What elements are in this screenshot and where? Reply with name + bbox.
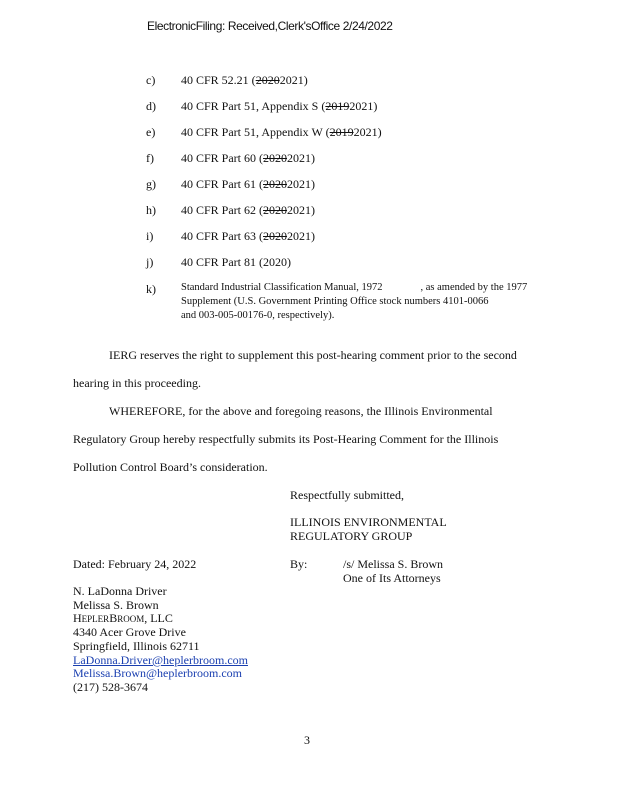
citation-item-k-line2: Supplement (U.S. Government Printing Office stock numbers 4101-0066 (181, 296, 489, 307)
closing: Respectfully submitted, (290, 488, 404, 502)
struck-year: 2020 (263, 229, 288, 243)
street-address: 4340 Acer Grove Drive (73, 625, 186, 639)
org-name-line1: ILLINOIS ENVIRONMENTAL (290, 515, 447, 529)
signer-role: One of Its Attorneys (343, 571, 441, 585)
contact-name-2: Melissa S. Brown (73, 598, 159, 612)
struck-year: 2019 (325, 99, 350, 113)
list-letter: k) (146, 282, 156, 296)
struck-year: 2020 (263, 203, 288, 217)
city-state-zip: Springfield, Illinois 62711 (73, 639, 200, 653)
email-link-brown[interactable]: Melissa.Brown@heplerbroom.com (73, 666, 243, 680)
struck-year: 2020 (263, 151, 288, 165)
reserve-paragraph-line1: IERG reserves the right to supplement this post-hearing comment prior to the second (109, 348, 517, 362)
dated-line: Dated: February 24, 2022 (73, 557, 197, 571)
list-letter: h) (146, 203, 156, 217)
citation-item-k-line3: and 003-005-00176-0, respectively). (181, 310, 335, 321)
contact-name-1: N. LaDonna Driver (73, 584, 167, 598)
struck-year: 2020 (263, 177, 288, 191)
list-letter: i) (146, 229, 154, 243)
reserve-paragraph-line2: hearing in this proceeding. (73, 376, 201, 390)
citation-item: 40 CFR Part 60 (20202021) (181, 151, 316, 165)
list-letter: d) (146, 99, 156, 113)
signer-name: /s/ Melissa S. Brown (343, 557, 444, 571)
struck-year: 2019 (329, 125, 354, 139)
citation-item: 40 CFR 52.21 (20202021) (181, 73, 308, 87)
page-number: 3 (304, 733, 310, 747)
list-letter: c) (146, 73, 156, 87)
firm-name: HEPLERBROOM, LLC (73, 611, 173, 625)
wherefore-paragraph-line2: Regulatory Group hereby respectfully submits its Post-Hearing Comment for the Illinois (73, 432, 499, 446)
list-letter: g) (146, 177, 156, 191)
citation-item: 40 CFR Part 51, Appendix S (20192021) (181, 99, 378, 113)
list-letter: f) (146, 151, 154, 165)
wherefore-paragraph-line1: WHEREFORE, for the above and foregoing reasons, the Illinois Environmental (109, 404, 493, 418)
wherefore-paragraph-line3: Pollution Control Board’s consideration. (73, 460, 268, 474)
citation-item-k-line1: Standard Industrial Classification Manual, 1972 , as amended by the 1977 (181, 282, 528, 293)
citation-item: 40 CFR Part 62 (20202021) (181, 203, 316, 217)
email-link-driver[interactable]: LaDonna.Driver@heplerbroom.com (73, 653, 248, 667)
citation-item: 40 CFR Part 81 (2020) (181, 255, 292, 269)
list-letter: e) (146, 125, 156, 139)
by-label: By: (290, 557, 308, 571)
citation-item: 40 CFR Part 63 (20202021) (181, 229, 316, 243)
citation-item: 40 CFR Part 61 (20202021) (181, 177, 316, 191)
filing-stamp-header: ElectronicFiling: Received,Clerk'sOffice 2/24/2022 (147, 19, 393, 33)
org-name-line2: REGULATORY GROUP (290, 529, 413, 543)
citation-item: 40 CFR Part 51, Appendix W (20192021) (181, 125, 382, 139)
list-letter: j) (146, 255, 154, 269)
phone-number: (217) 528-3674 (73, 680, 148, 694)
struck-year: 2020 (255, 73, 280, 87)
